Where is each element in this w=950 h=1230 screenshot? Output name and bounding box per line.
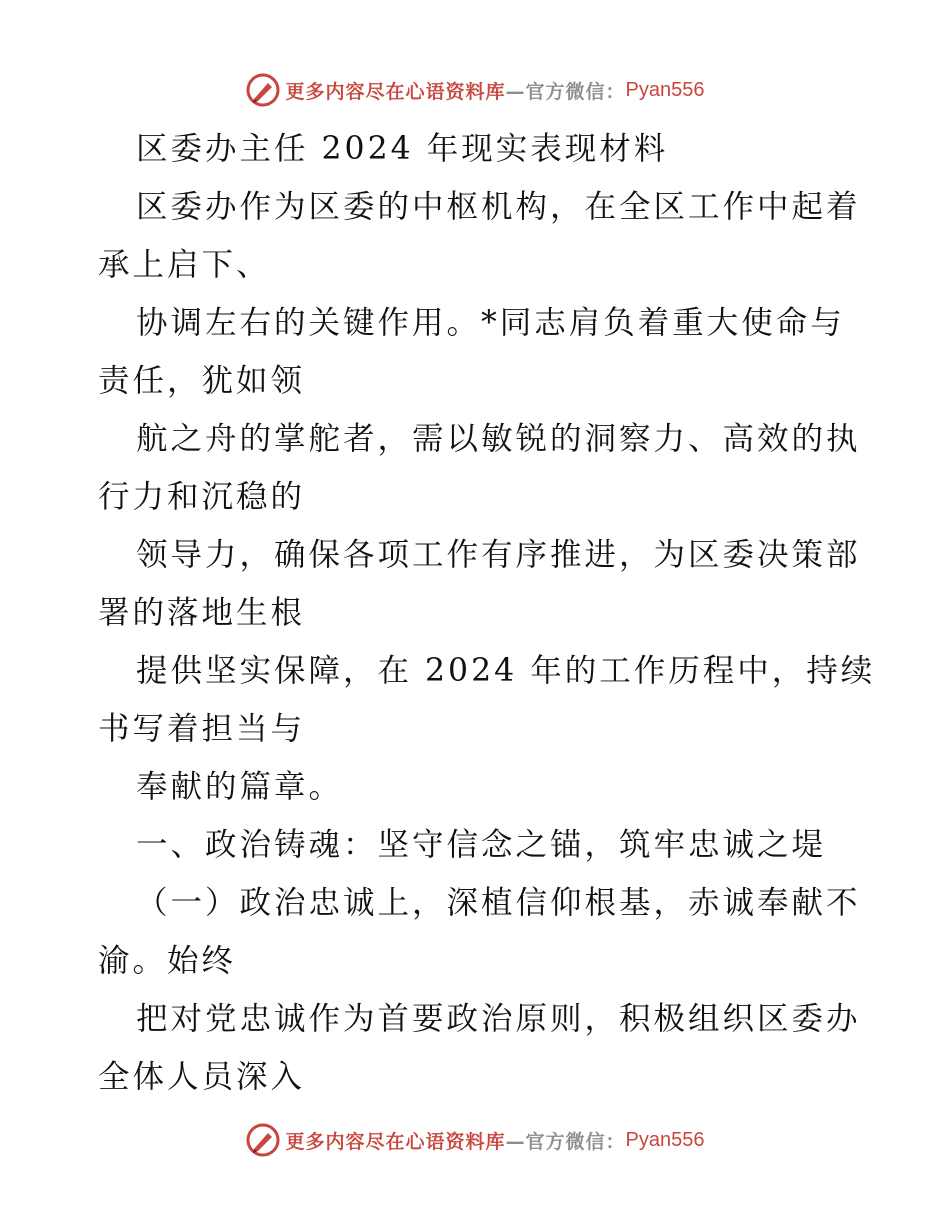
text-line: 航之舟的掌舵者，需以敏锐的洞察力、高效的执 — [136, 421, 861, 457]
pen-logo-icon — [246, 1123, 280, 1157]
banner-separator: —官方微信： — [505, 80, 626, 103]
text-line: 提供坚实保障，在 2024 年的工作历程中，持续 — [136, 653, 876, 689]
text-line: 渝。始终 — [98, 943, 237, 979]
text-line: 奉献的篇章。 — [136, 769, 344, 805]
pen-logo-icon — [246, 73, 280, 107]
banner-wechat-id: Pyan556 — [625, 78, 705, 101]
text-line: 书写着担当与 — [98, 711, 306, 747]
text-line: （一）政治忠诚上，深植信仰根基，赤诚奉献不 — [136, 885, 861, 921]
document-body — [98, 120, 876, 1106]
text-line: 协调左右的关键作用。*同志肩负着重大使命与 — [136, 305, 845, 341]
text-line: 区委办主任 2024 年现实表现材料 — [136, 131, 669, 167]
text-line: 区委办作为区委的中枢机构，在全区工作中起着 — [136, 189, 861, 225]
banner-wechat-id: Pyan556 — [625, 1128, 705, 1151]
text-line: 责任，犹如领 — [98, 363, 306, 399]
header-banner — [0, 70, 950, 110]
text-line: 署的落地生根 — [98, 595, 306, 631]
footer-banner — [0, 1120, 950, 1160]
text-line: 行力和沉稳的 — [98, 479, 306, 515]
banner-text: 更多内容尽在心语资料库 — [285, 1130, 506, 1153]
text-line: 领导力，确保各项工作有序推进，为区委决策部 — [136, 537, 861, 573]
text-line: 承上启下、 — [98, 247, 271, 283]
text-line: 全体人员深入 — [98, 1059, 306, 1095]
banner-text: 更多内容尽在心语资料库 — [285, 80, 506, 103]
banner-separator: —官方微信： — [505, 1130, 626, 1153]
text-line: 一、政治铸魂：坚守信念之锚，筑牢忠诚之堤 — [136, 827, 827, 863]
text-line: 把对党忠诚作为首要政治原则，积极组织区委办 — [136, 1001, 861, 1037]
